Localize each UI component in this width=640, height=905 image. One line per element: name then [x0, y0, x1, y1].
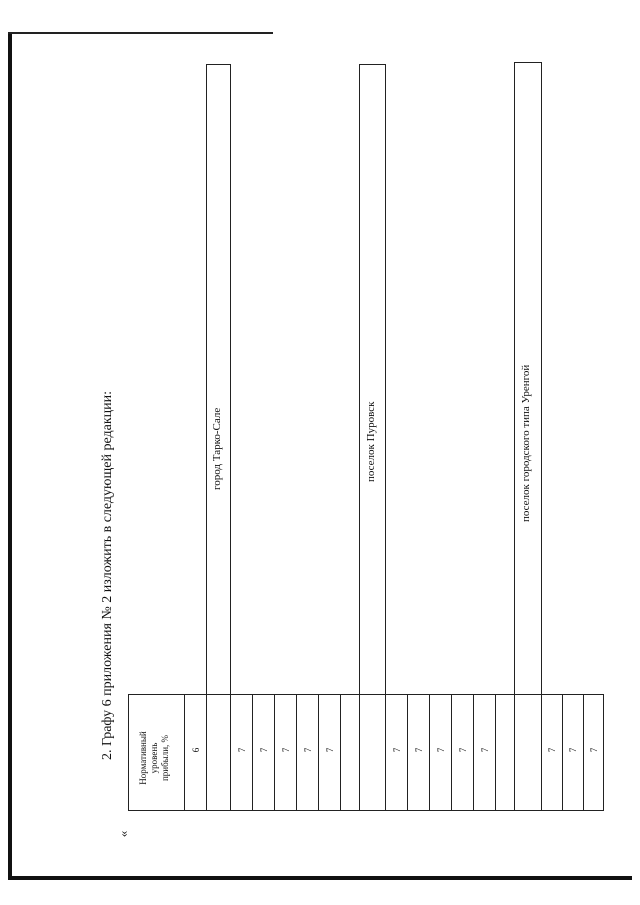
table-line — [252, 694, 253, 811]
table-line — [296, 694, 297, 811]
table-cell-value: 7 — [392, 747, 402, 753]
table-cell-value: 6 — [191, 747, 201, 753]
table-line — [603, 694, 604, 811]
table-line — [340, 694, 341, 811]
table-line — [359, 64, 360, 811]
table-line — [429, 694, 430, 811]
table-line — [230, 64, 231, 811]
scan-border-bottom — [8, 876, 632, 880]
group-title-urengoy: поселок городского типа Уренгой — [520, 364, 532, 522]
table-line — [451, 694, 452, 811]
table-line — [495, 694, 496, 811]
table-line — [128, 810, 604, 811]
group-title-purovsk: поселок Пуровск — [365, 401, 377, 482]
opening-quote: « — [115, 830, 131, 838]
table-cell-value: 7 — [547, 747, 557, 753]
table-cell-value: 7 — [259, 747, 269, 753]
table-cell-value: 7 — [480, 747, 490, 753]
table-line — [206, 64, 207, 811]
table-line — [274, 694, 275, 811]
table-line — [359, 64, 386, 65]
table-cell-value: 7 — [325, 747, 335, 753]
column-header: Нормативный уровень прибыли, % — [138, 731, 170, 785]
table-line — [184, 694, 185, 811]
table-cell-value: 7 — [568, 747, 578, 753]
table-line — [583, 694, 584, 811]
table-line — [473, 694, 474, 811]
table-line — [128, 694, 604, 695]
table-line — [385, 64, 386, 811]
table-line — [128, 694, 129, 811]
table-line — [541, 62, 542, 811]
table-line — [206, 64, 231, 65]
table-cell-value: 7 — [414, 747, 424, 753]
table-line — [407, 694, 408, 811]
scan-border-top — [8, 32, 273, 34]
table-cell-value: 7 — [303, 747, 313, 753]
table-line — [514, 62, 542, 63]
group-title-tarko-sale: город Тарко-Сале — [211, 407, 223, 490]
table-line — [318, 694, 319, 811]
instruction-text: 2. Графу 6 приложения № 2 изложить в следующей редакции: — [100, 390, 115, 760]
table-line — [514, 62, 515, 811]
table-cell-value: 7 — [436, 747, 446, 753]
table-cell-value: 7 — [237, 747, 247, 753]
table-cell-value: 7 — [281, 747, 291, 753]
table-cell-value: 7 — [589, 747, 599, 753]
table-cell-value: 7 — [458, 747, 468, 753]
table-line — [562, 694, 563, 811]
scan-border-left — [8, 32, 12, 880]
